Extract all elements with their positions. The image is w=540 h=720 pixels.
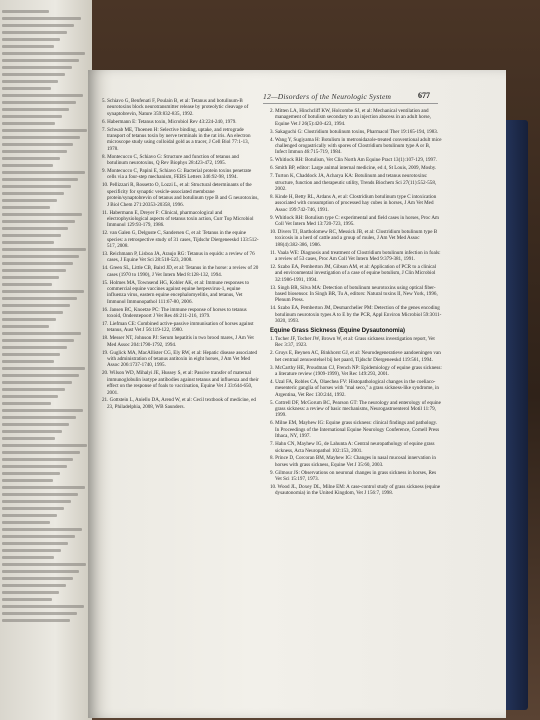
left-page-line — [2, 500, 71, 503]
left-page-line — [2, 437, 55, 440]
left-page-line — [2, 269, 66, 272]
left-page-line — [2, 577, 73, 580]
left-page-line — [2, 304, 70, 307]
left-page-line — [2, 598, 52, 601]
left-page-line — [2, 521, 50, 524]
left-page-line — [2, 444, 87, 447]
reference-item: 6. Habermann E: Tetanus toxin, Microbiol Rev 43:224-240, 1979. — [102, 118, 237, 125]
left-page-line — [2, 59, 79, 62]
reference-item: 4. Wang Y, Sugiyama H: Botulism in metronidazole-treated conventional adult mice challenged orogastrically with spores of Clostridium botulinum type A or B, Infect Immun 46:715-719, 1984. — [270, 136, 442, 156]
left-page-line — [2, 101, 76, 104]
left-page-line — [2, 66, 72, 69]
reference-list-grass-sickness — [270, 336, 442, 497]
left-page-line — [2, 458, 73, 461]
left-page-line — [2, 227, 68, 230]
reference-item: 2. Mitten LA, Hinchcliff KW, Holcombe SJ, et al: Mechanical ventilation and management of botulism secondary to an injection abscess in an adult horse, Equine Vet J 26(5):420-423, 1994. — [270, 108, 431, 127]
reference-item: 17. Liefman CE: Combined active-passive immunisation of horses against tetanus, Aust Vet J 56:119-122, 1980. — [102, 321, 254, 334]
reference-item: 10. Divers TJ, Bartholomew RC, Messick JB, et al: Clostridium botulinum type B toxicosis in a herd of cattle and a group of mules, J Am Vet Med Assoc 188(4):382-386, 1986. — [270, 228, 438, 248]
left-page-line — [2, 479, 53, 482]
left-page-line — [2, 528, 82, 531]
right-page — [88, 70, 506, 718]
left-page-line — [2, 213, 82, 216]
reference-item: 13. Reichmann P, Lisboa JA, Araujo RG: Tetanus in equids: a review of 76 cases, J Equine Vet Sci 28:518-523, 2008. — [102, 250, 255, 264]
left-page-line — [2, 311, 63, 314]
left-page-line — [2, 339, 74, 342]
reference-item: 18. Messer NT, Johnson PJ: Serum hepatitis in two brood mares, J Am Vet Med Assoc 204:1790-1792, 1994. — [102, 335, 254, 348]
reference-list-botulism — [270, 108, 442, 325]
reference-item: 11. Vaala WE: Diagnosis and treatment of Clostridium botulinum infection in foals: a review of 53 cases, Proc Am Coll Vet Intern Med 9:379-381, 1991. — [270, 249, 441, 263]
reference-item: 10. Wood JL, Doxey DL, Milne EM: A case-control study of grass sickness (equine dysautonomia) in the United Kingdom, Vet J 156:7, 1998. — [270, 484, 441, 497]
left-page-line — [2, 164, 53, 167]
left-page-line — [2, 73, 65, 76]
left-page-line — [2, 150, 67, 153]
left-page-line — [2, 192, 64, 195]
left-page-line — [2, 388, 65, 391]
reference-item: 5. Schiavo G, Benfenati F, Poulain B, et al: Tetanus and botulinum-B neurotoxins block neurotransmitter release by proteolytic cleavage of synaptobrevin, Nature 359:832-835, 1992. — [102, 98, 249, 117]
left-page-line — [2, 129, 87, 132]
left-page-line — [2, 185, 71, 188]
left-page-text — [2, 6, 88, 626]
reference-item: 7. Hahn CN, Mayhew IG, de Lahunta A: Central neuropathology of equine grass sickness, Acta Neuropathol 102:153, 2001. — [270, 441, 435, 454]
left-page-line — [2, 52, 85, 55]
page-number: 677 — [418, 91, 430, 100]
left-page-line — [2, 367, 85, 370]
left-page-line — [2, 325, 49, 328]
left-page-line — [2, 87, 51, 90]
reference-item: 9. Whitlock RH: Botulism type C: experimental and field cases in horses, Proc Am Coll Vet Intern Med 13:720-723, 1995. — [270, 214, 439, 227]
left-page-line — [2, 157, 60, 160]
left-page-line — [2, 108, 69, 111]
left-page-line — [2, 493, 78, 496]
left-page-line — [2, 514, 57, 517]
left-page-line — [2, 423, 69, 426]
left-page-line — [2, 374, 79, 377]
left-page-line — [2, 353, 60, 356]
left-page-line — [2, 556, 54, 559]
reference-item: 5. Whitlock RH: Botulism, Vet Clin North Am Equine Pract 13(1):107-129, 1997. — [270, 157, 437, 164]
left-page-line — [2, 409, 83, 412]
left-page-line — [2, 584, 66, 587]
reference-item: 13. Singh BR, Silva MA: Detection of botulinum neurotoxins using optical fiber-based biosensor. In Singh BR, Tu A, editors: Natural toxins II, New York, 1996, Plenum Press. — [270, 284, 438, 304]
left-page-line — [2, 220, 75, 223]
left-page-line — [2, 38, 60, 41]
reference-item: 12. Szabo EA, Pemberton JM, Gibson AM, et al: Application of PCR to a clinical and environmental investigation of a case of equine botulism, J Clin Microbiol 32:1986-1991, 1994. — [270, 263, 437, 283]
reference-item: 10. Pellizzari R, Rossetto O, Lozzi L, et al: Structural determinants of the specificity for synaptic vesicle-associated membrane protein/synaptobrevin of tetanus and botulinum type B and G neurotoxins, J Biol Chem 271:20353-20358, 1996. — [102, 182, 259, 208]
left-page-line — [2, 395, 58, 398]
reference-item: 12. van Galen G, Delguste C, Sandersen C, et al: Tetanus in the equine species: a retrospective study of 31 cases, Tijdschr Diergeneeskd 133:512-517, 2008. — [102, 230, 259, 250]
reference-item: 3. Sakaguchi G: Clostridium botulinum toxins, Pharmacol Ther 19:165-194, 1983. — [270, 128, 439, 135]
left-page-line — [2, 346, 67, 349]
reference-item: 11. Habermann E, Dreyer F: Clinical, pharmacological and electrophysiological aspects of tetanus toxin action, Curr Top Microbiol Immunol 129:93-179, 1986. — [102, 209, 254, 229]
left-page-line — [2, 206, 50, 209]
left-page-line — [2, 605, 84, 608]
reference-item: 8. Prince D, Corcoran BM, Mayhew IG: Changes in nasal mucosal innervation in horses with grass sickness, Equine Vet J 35:60, 2003. — [270, 455, 436, 468]
left-page-line — [2, 360, 54, 363]
left-page-line — [2, 94, 83, 97]
left-page-line — [2, 465, 67, 468]
reference-item: 7. Turton K, Chaddock JA, Acharya KA: Botulinum and tetanus neurotoxins: structure, function and therapeutic utility, Trends Biochem Sci 27(11):552-558, 2002. — [270, 173, 437, 192]
left-page-line — [2, 591, 59, 594]
left-page-line — [2, 143, 73, 146]
left-page-line — [2, 297, 77, 300]
reference-item: 15. Holmes MA, Townsend HG, Kohler AK, et al: Immune responses to commercial equine vaccines against equine herpesvirus-1, equine influenza virus, eastern equine encephalomyelitis, and tetanus, Vet Immunol Immunopathol 111:67-80, 2006. — [102, 279, 250, 305]
reference-item: 19. Guglick MA, MacAllister CG, Ely RW, et al: Hepatic disease associated with administration of tetanus antitoxin in eight horses, J Am Vet Med Assoc 206:1737-1740, 1995. — [102, 349, 257, 369]
reference-item: 8. Kinde H, Betty RL, Ardans A, et al: Clostridium botulinum type C intoxication associated with consumption of processed hay cubes in horses, J Am Vet Med Assoc 199:742-746, 1991. — [270, 193, 437, 213]
left-page-line — [2, 549, 61, 552]
left-page-line — [2, 241, 54, 244]
left-page-line — [2, 416, 76, 419]
left-page-line — [2, 507, 64, 510]
left-page-line — [2, 612, 77, 615]
left-page-line — [2, 10, 49, 13]
left-page-line — [2, 136, 80, 139]
reference-item: 6. Smith BP, editor: Large animal internal medicine, ed 4, St Louis, 2009, Mosby. — [270, 165, 437, 172]
left-page-line — [2, 17, 81, 20]
reference-column-right — [270, 108, 442, 498]
left-page-line — [2, 115, 62, 118]
left-page-line — [2, 563, 86, 566]
left-page — [0, 0, 92, 720]
section-title: Equine Grass Sickness (Equine Dysautonomia) — [270, 327, 406, 334]
reference-item: 2. Gruys E, Beynen AC, Binkhorst GJ, et al: Neurodegeneratieve aandoeningen van het centraal zenuwstelsel bij het paard, Tijdschr Diergeneeskd 119:561, 1994. — [270, 350, 441, 363]
reference-item: 14. Szabo EA, Pemberton JM, Desmarchelier PM: Detection of the genes encoding botulinum neurotoxin types A to E by the PCR, Appl Environ Microbiol 59:3011-3020, 1993. — [270, 305, 442, 325]
left-page-line — [2, 430, 62, 433]
reference-column-left — [102, 98, 260, 412]
left-page-line — [2, 122, 55, 125]
left-page-line — [2, 283, 52, 286]
left-page-line — [2, 381, 72, 384]
left-page-line — [2, 619, 70, 622]
left-page-line — [2, 45, 54, 48]
reference-item: 20. Wilson WD, Mihalyi JE, Hussey S, et al: Passive transfer of maternal immunoglobulin isotype antibodies against tetanus and influenza and their effect on the response of foals to vaccination, Equine Vet J 33:644-650, 2001. — [102, 370, 259, 396]
left-page-line — [2, 255, 79, 258]
left-page-line — [2, 171, 85, 174]
left-page-line — [2, 80, 58, 83]
left-page-line — [2, 234, 61, 237]
reference-item: 1. Tocher JF, Tocher JW, Brown W, et al: Grass sickness investigation report, Vet Rec 3:37, 1923. — [270, 336, 435, 349]
reference-item: 7. Schwab ME, Thoenen H: Selective binding, uptake, and retrograde transport of tetanus toxin by nerve terminals in the rat iris. An electron microscope study using colloidal gold as a tracer, J Cell Biol 77:1-13, 1978. — [102, 126, 251, 152]
reference-item: 14. Green SL, Little CB, Baird JD, et al: Tetanus in the horse: a review of 20 cases (1970 to 1990), J Vet Intern Med 8:128-132, 1994. — [102, 265, 259, 278]
left-page-line — [2, 290, 84, 293]
reference-item: 8. Montecucco C, Schiavo G: Structure and function of tetanus and botulinum neurotoxins, Q Rev Biophys 28:423-472, 1995. — [102, 153, 239, 167]
left-page-line — [2, 318, 56, 321]
reference-item: 9. Montecucco C, Papini E, Schiavo G: Bacterial protein toxins penetrate cells via a four-step mechanism, FEBS Letters 346:92-98, 1994. — [102, 168, 252, 181]
left-page-line — [2, 535, 75, 538]
left-page-line — [2, 199, 57, 202]
reference-item: 9. Gilmour JS: Observations on neuronal changes in grass sickness in horses, Res Vet Sci 15:197, 1973. — [270, 469, 437, 483]
reference-item: 6. Milne EM, Mayhew IG: Equine grass sickness: clinical findings and pathology. In Proceedings of the International Equine Neurology Conference, Cornell Press Ithaca, NY, 1997. — [270, 420, 440, 440]
left-page-line — [2, 276, 59, 279]
left-page-line — [2, 472, 60, 475]
left-page-line — [2, 31, 67, 34]
reference-item: 3. McCarthy HE, Proudman CJ, French NP: Epidemiology of equine grass sickness: a literature review (1909-1999), Vet Rec 149:293, 2001. — [270, 364, 442, 378]
reference-item: 5. Cottrell DF, McGorum BC, Pearson GT: The neurology and enterology of equine grass sickness: a review of basic mechanisms, Neurogastroenterol Motil 11:79, 1999. — [270, 399, 441, 419]
left-page-line — [2, 570, 79, 573]
left-page-line — [2, 248, 86, 251]
header-rule — [263, 103, 438, 104]
left-page-line — [2, 24, 74, 27]
running-header: 12—Disorders of the Neurologic System — [263, 92, 392, 101]
left-page-line — [2, 178, 78, 181]
left-page-line — [2, 486, 85, 489]
left-page-line — [2, 332, 81, 335]
left-page-line — [2, 542, 68, 545]
left-page-line — [2, 262, 73, 265]
left-page-line — [2, 451, 80, 454]
left-page-line — [2, 402, 51, 405]
reference-item: 16. Jansen BC, Knoetze PC: The immune response of horses to tetanus toxoid, Onderstepoort J Vet Res 46:211-216, 1979. — [102, 306, 247, 320]
reference-item: 4. Uzal FA, Robles CA, Olaechea FV: Histopathological changes in the coeliaco-mesenteric ganglia of horses with "mal seco," a grass sickness-like syndrome, in Argentina, Vet Rec 130:244, 1992. — [270, 378, 439, 398]
reference-item: 21. Gottstein L, Aniello DA, Arend W, et al: Cecil textbook of medicine, ed 23, Philadelphia, 2008, WB Saunders. — [102, 397, 256, 410]
